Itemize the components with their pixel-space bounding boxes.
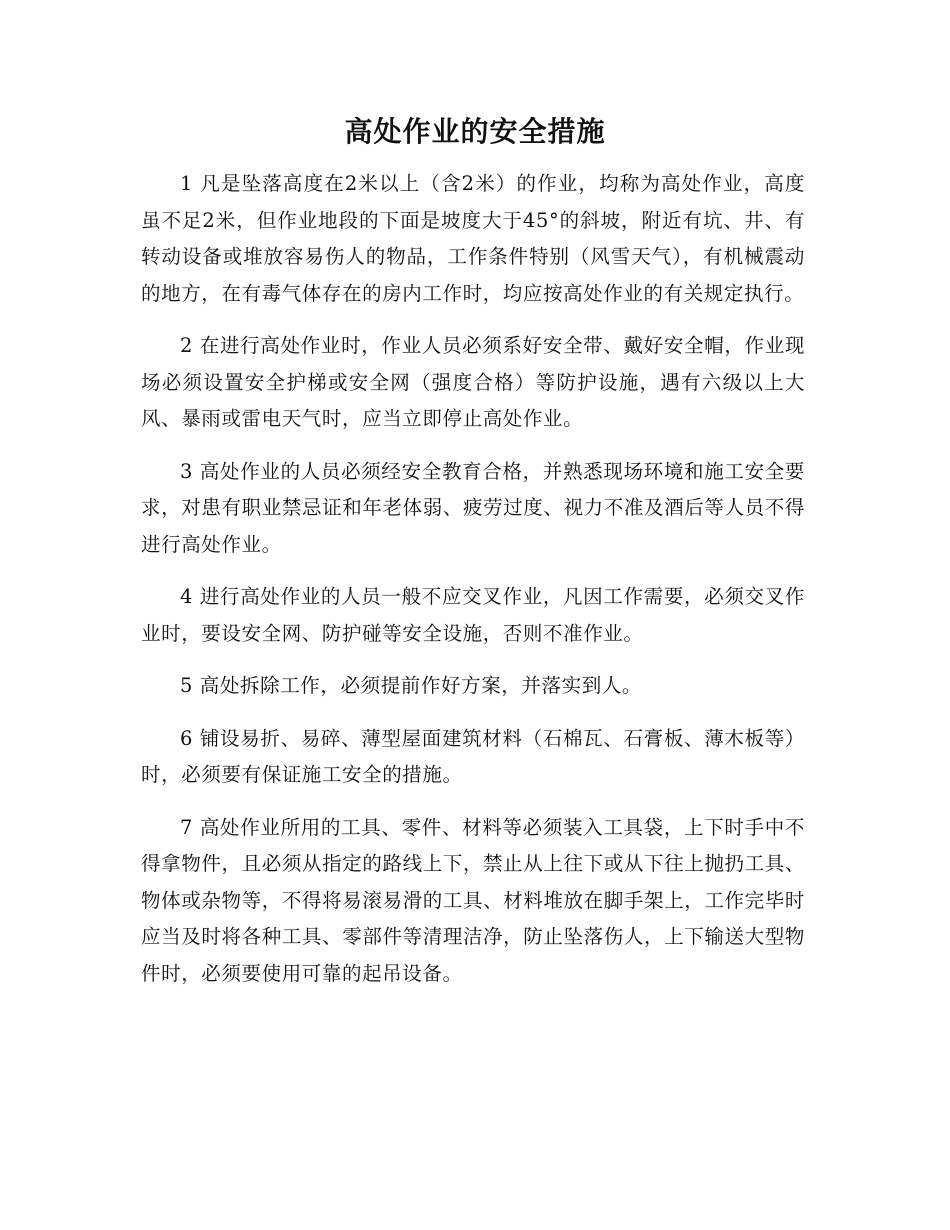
paragraph-6: 6 铺设易折、易碎、薄型屋面建筑材料（石棉瓦、石膏板、薄木板等）时，必须要有保证施工安全的措施。 xyxy=(141,726,805,786)
paragraph-5: 5 高处拆除工作，必须提前作好方案，并落实到人。 xyxy=(180,674,643,697)
paragraph-1: 1 凡是坠落高度在2米以上（含2米）的作业，均称为高处作业，高度虽不足2米，但作业地段的下面是坡度大于45°的斜坡，附近有坑、井、有转动设备或堆放容易伤人的物品，工作条件特别（风雪天气），有机械震动的地方，在有毒气体存在的房内工作时，均应按高处作业的有关规定执行。 xyxy=(141,172,805,305)
document-title: 高处作业的安全措施 xyxy=(344,115,606,148)
paragraph-7: 7 高处作业所用的工具、零件、材料等必须装入工具袋，上下时手中不得拿物件，且必须从指定的路线上下，禁止从上往下或从下往上抛扔工具、物体或杂物等，不得将易滚易滑的工具、材料堆放在脚手架上，工作完毕时应当及时将各种工具、零部件等清理洁净，防止坠落伤人，上下输送大型物件时，必须要使用可靠的起吊设备。 xyxy=(141,815,805,985)
paragraph-3: 3 高处作业的人员必须经安全教育合格，并熟悉现场环境和施工安全要求，对患有职业禁忌证和年老体弱、疲劳过度、视力不准及酒后等人员不得进行高处作业。 xyxy=(141,459,805,556)
paragraph-2: 2 在进行高处作业时，作业人员必须系好安全带、戴好安全帽，作业现场必须设置安全护梯或安全网（强度合格）等防护设施，遇有六级以上大风、暴雨或雷电天气时，应当立即停止高处作业。 xyxy=(141,334,805,430)
paragraph-4: 4 进行高处作业的人员一般不应交叉作业，凡因工作需要，必须交叉作业时，要设安全网、防护碰等安全设施，否则不准作业。 xyxy=(141,585,805,645)
document-body xyxy=(141,166,805,1008)
